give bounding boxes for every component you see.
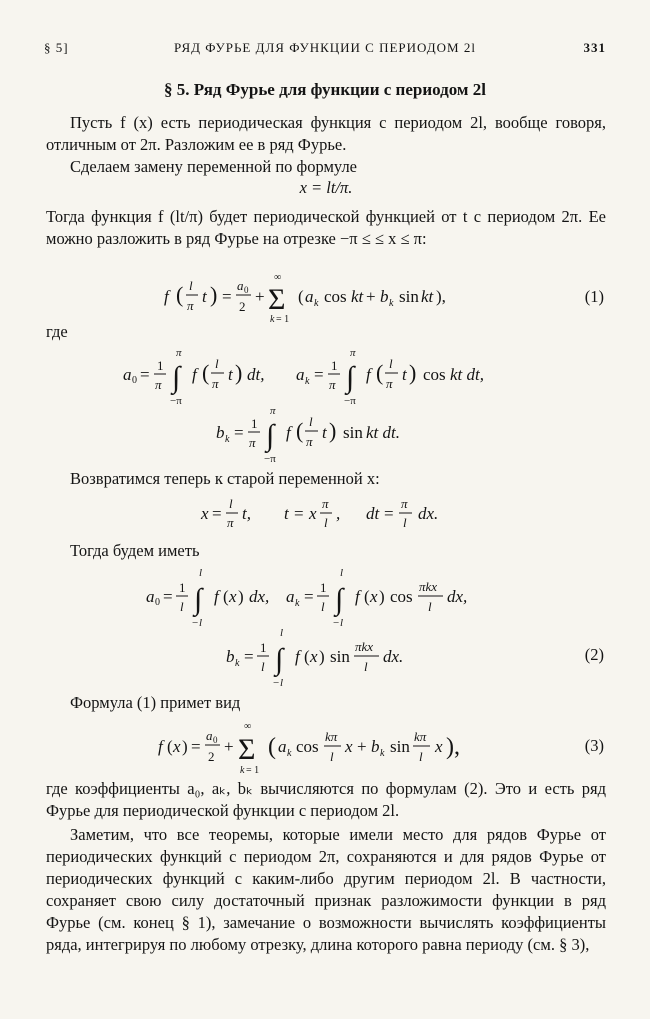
formula-back-substitution xyxy=(46,492,606,532)
svg-text:l: l xyxy=(419,749,423,764)
svg-text:1: 1 xyxy=(157,358,164,373)
svg-text:f: f xyxy=(355,587,360,606)
svg-text:(: ( xyxy=(268,734,276,760)
svg-text:dx.: dx. xyxy=(418,504,439,523)
svg-text:−π: −π xyxy=(264,453,276,465)
svg-text:x: x xyxy=(201,504,209,523)
svg-text:=: = xyxy=(244,647,254,666)
svg-text:π: π xyxy=(306,434,313,449)
svg-text:x: x xyxy=(309,504,317,523)
svg-text:l: l xyxy=(261,659,265,674)
svg-text:a: a xyxy=(146,587,155,606)
svg-text:b: b xyxy=(216,423,225,442)
svg-text:b: b xyxy=(226,647,235,666)
formula-coefficient-b-x-svg xyxy=(46,624,606,688)
svg-text:+: + xyxy=(366,287,376,306)
svg-text:t: t xyxy=(284,504,289,523)
formula-coefficients-a-x-svg xyxy=(46,564,606,628)
equation-1 xyxy=(46,268,606,324)
svg-text:=: = xyxy=(234,423,244,442)
svg-text:k: k xyxy=(287,748,292,759)
svg-text:∞: ∞ xyxy=(244,721,252,732)
svg-text:l: l xyxy=(330,749,334,764)
svg-text:l: l xyxy=(324,515,328,530)
equation-1-svg xyxy=(46,268,606,324)
svg-text:= 1: = 1 xyxy=(246,765,260,776)
svg-text:f: f xyxy=(295,647,300,666)
svg-text:=: = xyxy=(304,587,314,606)
svg-text:t: t xyxy=(402,365,407,384)
svg-text:(: ( xyxy=(167,737,173,756)
svg-text:kt dt.: kt dt. xyxy=(366,423,400,442)
paragraph-coefficients-note: где коэффициенты a₀, aₖ, bₖ вычисляются по формулам (2). Это и есть ряд Фурье для периодической функции с периодом 2l. xyxy=(46,779,606,820)
equation-3 xyxy=(46,716,606,776)
svg-text:(: ( xyxy=(298,287,304,306)
svg-text:0: 0 xyxy=(244,285,249,295)
svg-text:l: l xyxy=(280,627,284,639)
svg-text:=: = xyxy=(314,365,324,384)
equation-3-svg xyxy=(46,716,606,776)
svg-text:=: = xyxy=(384,504,394,523)
svg-text:πkx: πkx xyxy=(419,579,438,594)
svg-text:−: − xyxy=(192,617,199,629)
svg-text:=: = xyxy=(212,504,222,523)
svg-text:sin: sin xyxy=(330,647,350,666)
svg-text:x: x xyxy=(310,647,318,666)
svg-text:): ) xyxy=(329,418,337,443)
svg-text:π: π xyxy=(187,298,194,313)
svg-text:): ) xyxy=(210,282,218,307)
svg-text:π: π xyxy=(401,496,408,511)
svg-text:dx.: dx. xyxy=(383,647,404,666)
equation-1-number: (1) xyxy=(584,287,604,306)
svg-text:π: π xyxy=(176,347,182,359)
svg-text:+: + xyxy=(357,737,367,756)
svg-text:π: π xyxy=(227,515,234,530)
svg-text:a: a xyxy=(286,587,295,606)
svg-text:−: − xyxy=(333,617,340,629)
svg-text:k: k xyxy=(225,434,230,445)
svg-text:∫: ∫ xyxy=(275,643,284,676)
svg-text:k: k xyxy=(380,748,385,759)
svg-text:kt: kt xyxy=(421,287,434,306)
svg-text:a: a xyxy=(278,737,287,756)
svg-text:f: f xyxy=(164,287,169,306)
paragraph-formula-takes-form: Формула (1) примет вид xyxy=(70,693,241,712)
svg-text:(: ( xyxy=(376,360,384,385)
svg-text:l: l xyxy=(280,677,284,689)
svg-text:(: ( xyxy=(202,360,210,385)
svg-text:0: 0 xyxy=(132,375,137,386)
svg-text:∫: ∫ xyxy=(335,583,344,616)
svg-text:∫: ∫ xyxy=(346,361,355,394)
svg-text:f: f xyxy=(366,365,371,384)
header-title: РЯД ФУРЬЕ ДЛЯ ФУНКЦИИ С ПЕРИОДОМ 2l xyxy=(174,40,476,55)
svg-text:l: l xyxy=(364,659,368,674)
svg-text:dx,: dx, xyxy=(249,587,270,606)
svg-text:π: π xyxy=(249,435,256,450)
equation-3-number: (3) xyxy=(584,736,604,755)
svg-text:),: ), xyxy=(436,287,446,306)
svg-text:= 1: = 1 xyxy=(276,314,290,325)
svg-text:∫: ∫ xyxy=(172,361,181,394)
svg-text:a: a xyxy=(206,728,213,743)
svg-text:x: x xyxy=(370,587,378,606)
svg-text:0: 0 xyxy=(213,735,218,745)
svg-text:cos: cos xyxy=(423,365,446,384)
formula-coefficient-b-svg xyxy=(46,402,606,464)
svg-text:Σ: Σ xyxy=(268,283,286,316)
paragraph-substitution-intro: Сделаем замену переменной по формуле xyxy=(70,157,358,176)
svg-text:+: + xyxy=(224,737,234,756)
svg-text:∫: ∫ xyxy=(266,419,275,452)
svg-text:x: x xyxy=(229,587,237,606)
svg-text:π: π xyxy=(386,376,393,391)
svg-text:=: = xyxy=(222,287,232,306)
substitution-text: x = lt/π. xyxy=(299,178,353,197)
svg-text:π: π xyxy=(329,377,336,392)
svg-text:1: 1 xyxy=(331,358,338,373)
svg-text:l: l xyxy=(428,599,432,614)
svg-text:t: t xyxy=(228,365,233,384)
svg-text:b: b xyxy=(380,287,389,306)
svg-text:a: a xyxy=(296,365,305,384)
svg-text:l: l xyxy=(189,278,193,293)
svg-text:): ) xyxy=(235,360,243,385)
svg-text:πkx: πkx xyxy=(355,639,374,654)
svg-text:1: 1 xyxy=(320,580,327,595)
svg-text:l: l xyxy=(215,356,219,371)
svg-text:): ) xyxy=(409,360,417,385)
svg-text:sin: sin xyxy=(343,423,363,442)
equation-2-number: (2) xyxy=(584,645,604,664)
formula-substitution xyxy=(46,178,606,198)
formula-back-substitution-svg xyxy=(46,492,606,532)
svg-text:π: π xyxy=(155,377,162,392)
formula-coefficient-b xyxy=(46,402,606,464)
svg-text:π: π xyxy=(322,496,329,511)
svg-text:l: l xyxy=(389,356,393,371)
svg-text:l: l xyxy=(340,617,344,629)
svg-text:l: l xyxy=(403,515,407,530)
formula-coefficients-a-svg xyxy=(46,344,606,406)
svg-text:t: t xyxy=(202,287,207,306)
svg-text:=: = xyxy=(191,737,201,756)
svg-text:π: π xyxy=(270,405,276,417)
label-where: где xyxy=(46,322,68,341)
svg-text:(: ( xyxy=(223,587,229,606)
svg-text:kt dt,: kt dt, xyxy=(450,365,484,384)
svg-text:cos: cos xyxy=(296,737,319,756)
svg-text:∫: ∫ xyxy=(194,583,203,616)
svg-text:sin: sin xyxy=(399,287,419,306)
svg-text:2: 2 xyxy=(208,749,215,764)
svg-text:l: l xyxy=(180,599,184,614)
svg-text:0: 0 xyxy=(155,597,160,608)
svg-text:l: l xyxy=(340,567,344,579)
svg-text:∞: ∞ xyxy=(274,272,282,283)
svg-text:(: ( xyxy=(296,418,304,443)
svg-text:kπ: kπ xyxy=(414,729,427,744)
svg-text:): ) xyxy=(238,587,244,606)
page-number: 331 xyxy=(583,40,606,55)
svg-text:l: l xyxy=(321,599,325,614)
svg-text:−π: −π xyxy=(344,395,356,407)
svg-text:t: t xyxy=(322,423,327,442)
formula-coefficients-a xyxy=(46,344,606,406)
svg-text:dx,: dx, xyxy=(447,587,468,606)
svg-text:f: f xyxy=(286,423,291,442)
svg-text:a: a xyxy=(237,278,244,293)
svg-text:x: x xyxy=(345,737,353,756)
svg-text:k: k xyxy=(389,298,394,309)
svg-text:x: x xyxy=(435,737,443,756)
svg-text:k: k xyxy=(305,376,310,387)
paragraph-function-periodic: Тогда функция f (lt/π) будет периодической функцией от t с периодом 2π. Ее можно разложить в ряд Фурье на отрезке −π ≤ ≤ x ≤ π: xyxy=(46,207,606,248)
svg-text:l: l xyxy=(309,414,313,429)
svg-text:2: 2 xyxy=(239,299,246,314)
paragraph-then: Тогда будем иметь xyxy=(70,541,200,560)
svg-text:k: k xyxy=(270,314,275,325)
svg-text:(: ( xyxy=(364,587,370,606)
svg-text:l: l xyxy=(199,617,203,629)
svg-text:k: k xyxy=(295,598,300,609)
svg-text:f: f xyxy=(214,587,219,606)
svg-text:(: ( xyxy=(176,282,184,307)
running-header xyxy=(44,40,606,60)
svg-text:): ) xyxy=(182,737,188,756)
svg-text:k: k xyxy=(314,298,319,309)
svg-text:): ) xyxy=(319,647,325,666)
svg-text:a: a xyxy=(305,287,314,306)
svg-text:kπ: kπ xyxy=(325,729,338,744)
header-section: § 5] xyxy=(44,40,69,55)
svg-text:x: x xyxy=(173,737,181,756)
svg-text:−: − xyxy=(273,677,280,689)
svg-text:,: , xyxy=(336,504,341,523)
svg-text:sin: sin xyxy=(390,737,410,756)
paragraph-return-variable: Возвратимся теперь к старой переменной x: xyxy=(70,469,380,488)
svg-text:1: 1 xyxy=(179,580,186,595)
svg-text:(: ( xyxy=(304,647,310,666)
svg-text:),: ), xyxy=(446,734,460,760)
svg-text:cos: cos xyxy=(390,587,413,606)
formula-coefficients-a-x xyxy=(46,564,606,628)
svg-text:dt,: dt, xyxy=(247,365,265,384)
section-heading: § 5. Ряд Фурье для функции с периодом 2l xyxy=(164,80,486,99)
svg-text:l: l xyxy=(229,496,233,511)
svg-text:=: = xyxy=(140,365,150,384)
svg-text:+: + xyxy=(255,287,265,306)
svg-text:−π: −π xyxy=(170,395,182,407)
svg-text:1: 1 xyxy=(260,640,267,655)
svg-text:π: π xyxy=(350,347,356,359)
svg-text:f: f xyxy=(158,737,163,756)
svg-text:t,: t, xyxy=(242,504,251,523)
svg-text:π: π xyxy=(212,376,219,391)
svg-text:k: k xyxy=(240,765,245,776)
svg-text:=: = xyxy=(294,504,304,523)
svg-text:): ) xyxy=(379,587,385,606)
svg-text:1: 1 xyxy=(251,416,258,431)
svg-text:Σ: Σ xyxy=(238,733,256,766)
svg-text:b: b xyxy=(371,737,380,756)
formula-coefficient-b-x xyxy=(46,624,606,688)
paragraph-intro: Пусть f (x) есть периодическая функция с периодом 2l, вообще говоря, отличным от 2π. Разложим ее в ряд Фурье. xyxy=(46,113,606,154)
svg-text:dt: dt xyxy=(366,504,380,523)
svg-text:l: l xyxy=(199,567,203,579)
paragraph-theorems-note: Заметим, что все теоремы, которые имели место для рядов Фурье от периодических функций с периодом 2π, сохраняются и для рядов Фурье от периодических функций с каким-либо другим периодом 2l. В частности, сохраняет свою силу достаточный признак разложимости функции в ряд Фурье (см. конец § 1), замечание о возможности вычислять коэффициенты ряда, интегрируя по любому отрезку, длина которого равна периоду (см. § 3), xyxy=(46,825,606,954)
svg-text:f: f xyxy=(192,365,197,384)
svg-text:=: = xyxy=(163,587,173,606)
svg-text:k: k xyxy=(235,658,240,669)
svg-text:cos: cos xyxy=(324,287,347,306)
svg-text:kt: kt xyxy=(351,287,364,306)
svg-text:a: a xyxy=(123,365,132,384)
